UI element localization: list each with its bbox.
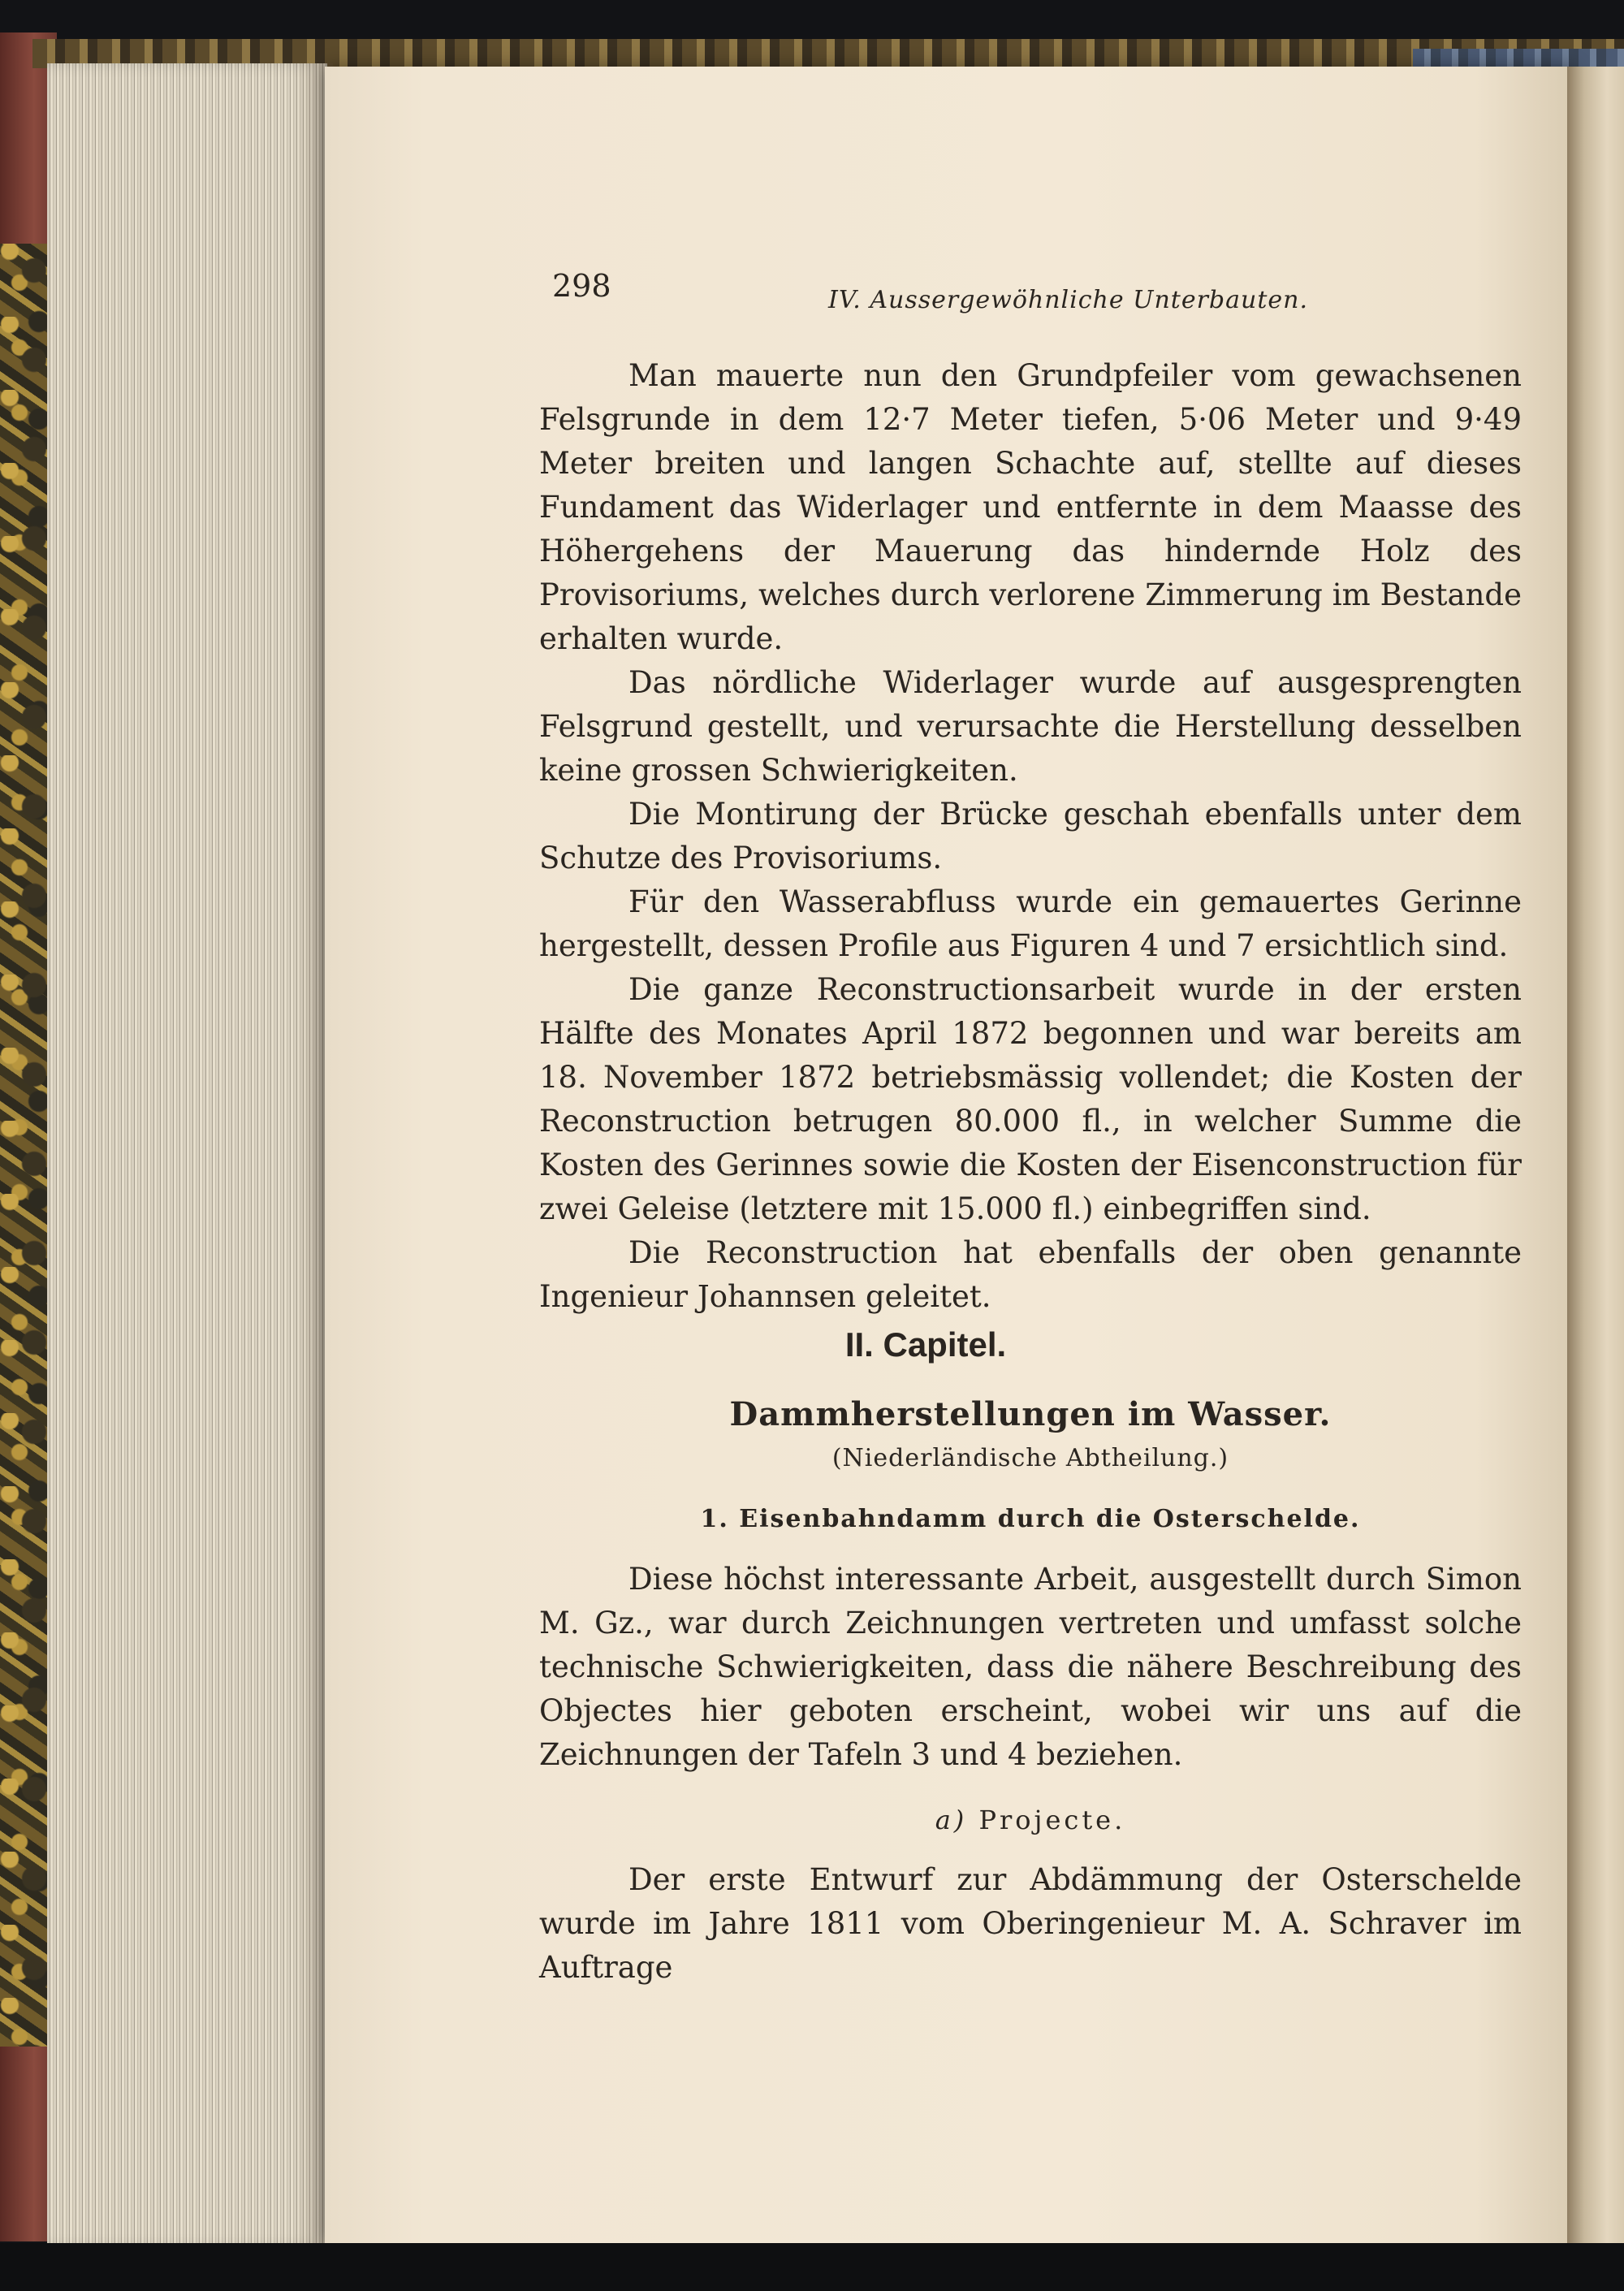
section3-text	[539, 1858, 1522, 1990]
paragraph: Diese höchst interessante Arbeit, ausgestellt durch Simon M. Gz., war durch Zeichnungen vertreten und umfasst solche technische Schwierigkeiten, dass die nähere Beschreibung des Objectes hier geboten erscheint, wobei wir uns auf die Zeichnungen der Tafeln 3 und 4 beziehen.	[539, 1562, 1522, 1772]
section1-text	[539, 354, 1522, 1319]
page-number: 298	[552, 268, 611, 304]
chapter-heading: Dammherstellungen im Wasser.	[729, 1395, 1332, 1433]
paragraph: Für den Wasserabfluss wurde ein gemauertes Gerinne hergestellt, dessen Profile aus Figuren 4 und 7 ersichtlich sind.	[539, 884, 1522, 963]
marbled-cover	[0, 244, 50, 2047]
chapter-subheading: (Niederländische Abtheilung.)	[831, 1444, 1229, 1472]
paragraph: Die ganze Reconstructionsarbeit wurde in der ersten Hälfte des Monates April 1872 begonnen und war bereits am 18. November 1872 betriebsmässig vollendet; die Kosten der Reconstruction betrugen 80.000 fl., in welcher Summe die Kosten des Gerinnes sowie die Kosten der Eisenconstruction für zwei Geleise (letztere mit 15.000 fl.) einbegriffen sind.	[539, 972, 1522, 1226]
background-bottom	[0, 2243, 1624, 2291]
paragraph: Die Reconstruction hat ebenfalls der oben genannte Ingenieur Johannsen geleitet.	[539, 1235, 1522, 1314]
paragraph: Der erste Entwurf zur Abdämmung der Osterschelde wurde im Jahre 1811 vom Oberingenieur M. A. Schraver im Auftrage	[539, 1862, 1522, 1985]
chapter-title: II. Capitel.	[844, 1325, 1007, 1364]
subsection-heading	[539, 1805, 1522, 1835]
subsection-title: Projecte.	[978, 1805, 1126, 1835]
facing-page-edge	[1567, 67, 1624, 2243]
subsection-label: a)	[935, 1805, 968, 1835]
paragraph: Das nördliche Widerlager wurde auf ausgesprengten Felsgrund gestellt, und verursachte die Herstellung desselben keine grossen Schwierigkeiten.	[539, 665, 1522, 788]
paragraph: Die Montirung der Brücke geschah ebenfalls unter dem Schutze des Provisoriums.	[539, 797, 1522, 875]
running-head: IV. Aussergewöhnliche Unterbauten.	[828, 286, 1308, 314]
page-edges	[47, 63, 327, 2248]
paragraph: Man mauerte nun den Grundpfeiler vom gewachsenen Felsgrunde in dem 12·7 Meter tiefen, 5·06 Meter und 9·49 Meter breiten und langen Schachte auf, stellte auf dieses Fundament das Widerlager und entfernte in dem Maasse des Höhergehens der Mauerung das hindernde Holz des Provisoriums, welches durch verlorene Zimmerung im Bestande erhalten wurde.	[539, 358, 1522, 656]
section-title: 1. Eisenbahndamm durch die Osterschelde.	[700, 1505, 1361, 1533]
section2-text	[539, 1558, 1522, 1777]
